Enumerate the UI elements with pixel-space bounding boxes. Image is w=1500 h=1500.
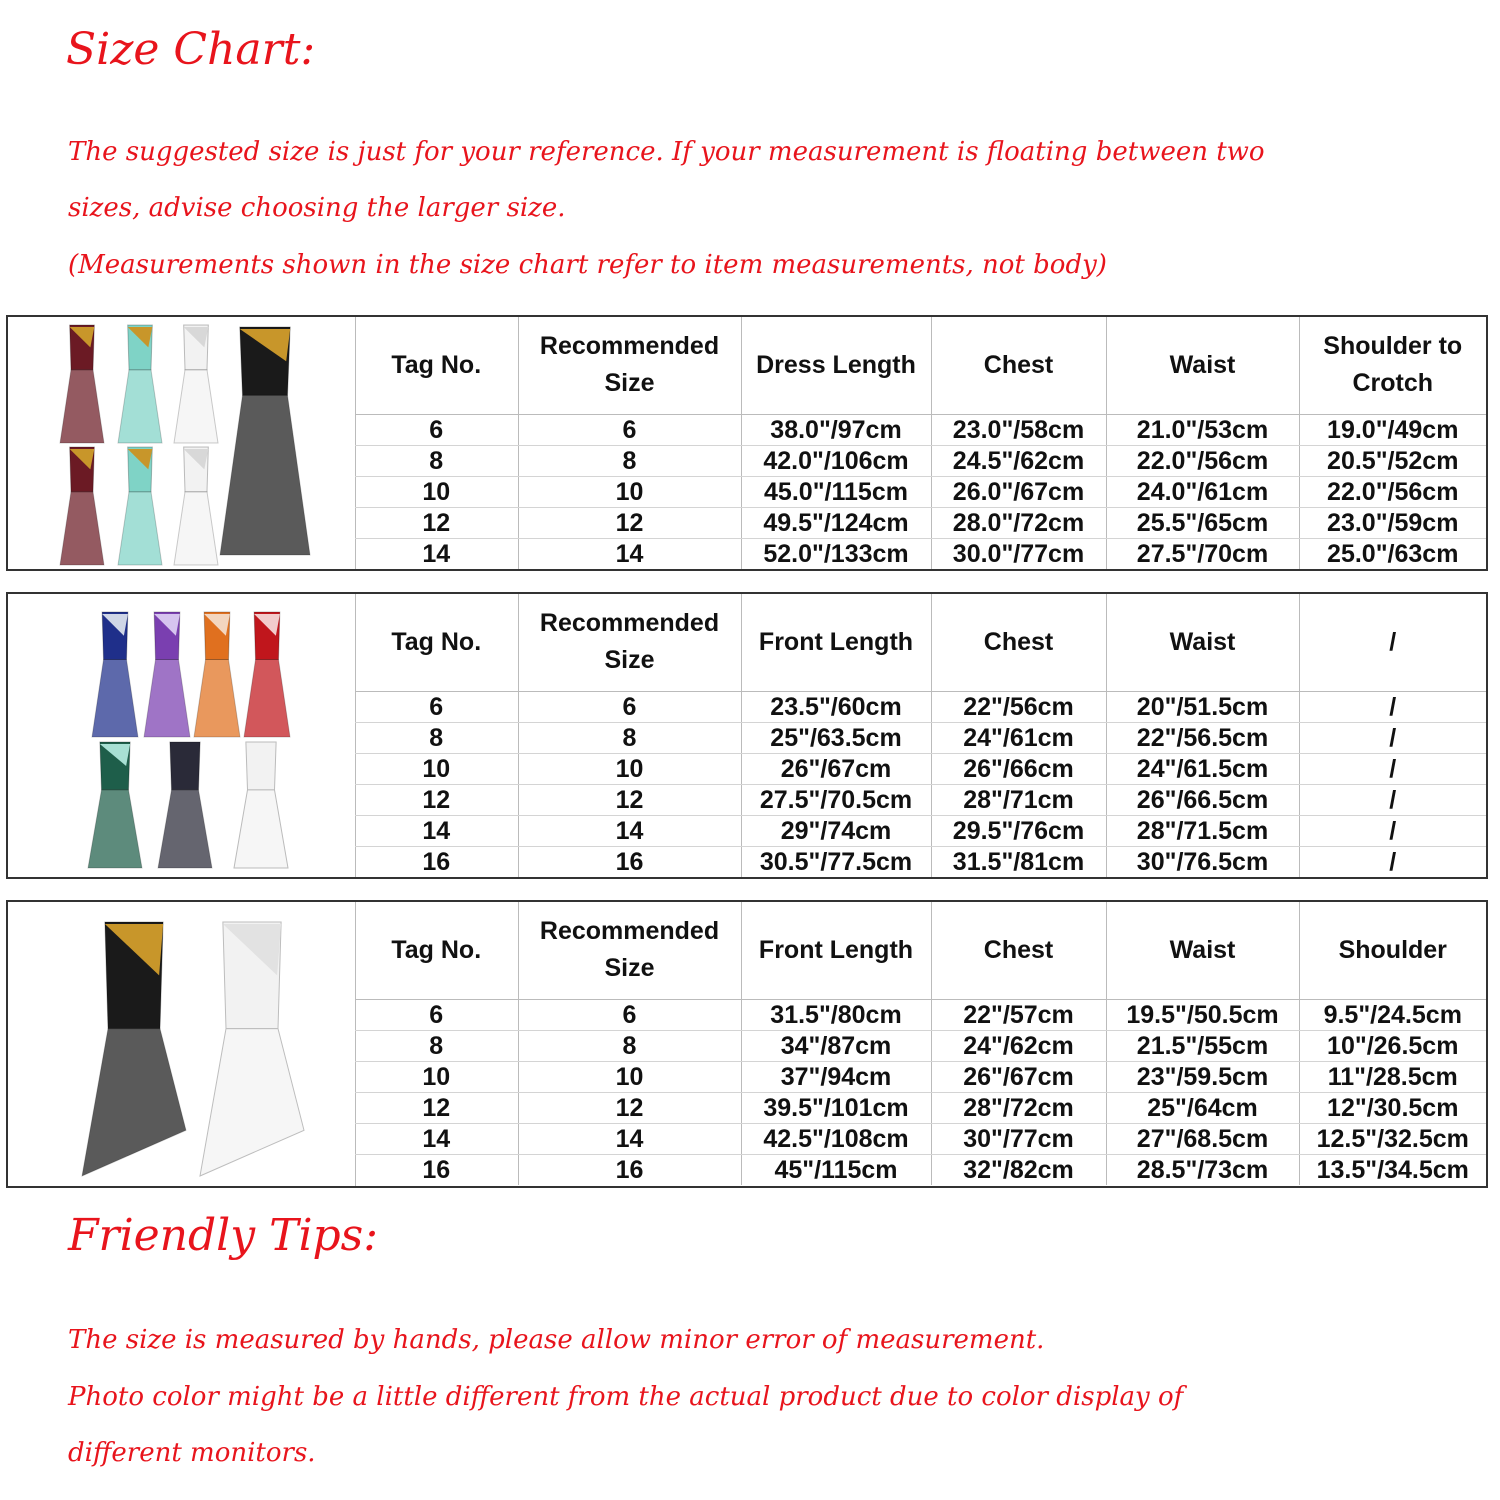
- table-row: [355, 815, 1486, 846]
- header-cell: Recommended Size: [518, 902, 741, 999]
- header-cell: Recommended Size: [518, 317, 741, 414]
- table-cell: 10: [518, 1061, 741, 1092]
- table-row: [355, 722, 1486, 753]
- dress-icon: [244, 612, 290, 737]
- product-photo-3: [8, 902, 356, 1186]
- table-cell: 23.0"/58cm: [931, 414, 1106, 445]
- table-cell: 22.0"/56cm: [1299, 476, 1486, 507]
- table-cell: 19.0"/49cm: [1299, 414, 1486, 445]
- table-cell: 12.5"/32.5cm: [1299, 1123, 1486, 1154]
- size-chart-title: Size Chart:: [66, 24, 316, 75]
- header-row: [355, 317, 1486, 414]
- table-cell: /: [1299, 815, 1486, 846]
- dress-icon: [194, 612, 240, 737]
- table-cell: 24"/61cm: [931, 722, 1106, 753]
- table-cell: 22"/57cm: [931, 999, 1106, 1030]
- header-cell: Chest: [931, 317, 1106, 414]
- table-cell: 42.5"/108cm: [741, 1123, 931, 1154]
- table-row: [355, 507, 1486, 538]
- table-cell: 16: [422, 847, 451, 876]
- table-cell: 25"/63.5cm: [741, 722, 931, 753]
- table-cell: /: [1299, 753, 1486, 784]
- dress-icon: [118, 447, 162, 565]
- size-chart-1: [6, 315, 1488, 571]
- table-cell: 23"/59.5cm: [1106, 1061, 1299, 1092]
- dress-illustration-set-2: [8, 594, 354, 877]
- table-cell: 32"/82cm: [931, 1154, 1106, 1185]
- dress-icon: [174, 447, 218, 565]
- table-cell: 38.0"/97cm: [741, 414, 931, 445]
- dress-illustration-set-1: [8, 317, 354, 569]
- header-cell: Tag No.: [355, 902, 518, 999]
- table-cell: 6: [518, 999, 741, 1030]
- table-cell: 24.5"/62cm: [931, 445, 1106, 476]
- table-cell: 12: [355, 507, 518, 538]
- table-row: [355, 414, 1486, 445]
- table-row: [355, 846, 1486, 877]
- table-cell: 27.5"/70cm: [1106, 538, 1299, 569]
- table-cell: 9.5"/24.5cm: [1299, 999, 1486, 1030]
- size-note-line-2: sizes, advise choosing the larger size.: [68, 193, 566, 223]
- tip-line-1: The size is measured by hands, please allow minor error of measurement.: [68, 1325, 1045, 1355]
- table-row: [355, 784, 1486, 815]
- table-cell: 25.0"/63cm: [1299, 538, 1486, 569]
- table-row: [355, 1061, 1486, 1092]
- table-cell: 14: [355, 815, 518, 846]
- header-row: [355, 902, 1486, 999]
- table-cell: 12"/30.5cm: [1299, 1092, 1486, 1123]
- size-note-line-3: (Measurements shown in the size chart refer to item measurements, not body): [68, 250, 1107, 280]
- dress-icon: [60, 325, 104, 443]
- table-cell: 8: [518, 722, 741, 753]
- table-cell: 52.0"/133cm: [741, 538, 931, 569]
- table-cell: 8: [518, 445, 741, 476]
- table-cell: 45"/115cm: [741, 1154, 931, 1185]
- dress-icon: [220, 327, 310, 555]
- table-cell: 12: [355, 784, 518, 815]
- table-cell: 8: [518, 1030, 741, 1061]
- table-cell: /: [1299, 846, 1486, 877]
- dress-icon: [118, 325, 162, 443]
- table-cell: 12: [518, 784, 741, 815]
- size-table-2: [355, 594, 1486, 877]
- tip-line-2: Photo color might be a little different from the actual product due to color display of: [68, 1382, 1184, 1412]
- table-cell: 6: [355, 999, 518, 1030]
- table-cell: 14: [518, 1123, 741, 1154]
- header-cell: Shoulder: [1299, 902, 1486, 999]
- table-cell: 30.5"/77.5cm: [741, 846, 931, 877]
- table-row: [355, 1123, 1486, 1154]
- header-cell: Front Length: [741, 594, 931, 691]
- table-cell: 12: [355, 1092, 518, 1123]
- table-cell: 28"/71.5cm: [1106, 815, 1299, 846]
- table-cell: 29.5"/76cm: [931, 815, 1106, 846]
- table-cell: 30"/76.5cm: [1106, 846, 1299, 877]
- friendly-tips-title: Friendly Tips:: [68, 1210, 379, 1261]
- table-cell: 6: [518, 691, 741, 722]
- dress-icon: [158, 742, 212, 868]
- table-cell: 6: [355, 691, 518, 722]
- table-cell: 29"/74cm: [741, 815, 931, 846]
- table-cell: 22"/56.5cm: [1106, 722, 1299, 753]
- table-row: [355, 1154, 1486, 1185]
- table-cell: 26"/67cm: [931, 1061, 1106, 1092]
- table-row: [355, 1030, 1486, 1061]
- table-cell: /: [1299, 691, 1486, 722]
- table-cell: 26"/66.5cm: [1106, 784, 1299, 815]
- table-cell: 42.0"/106cm: [741, 445, 931, 476]
- table-cell: 10: [355, 1061, 518, 1092]
- table-cell: 25"/64cm: [1106, 1092, 1299, 1123]
- table-cell: 6: [355, 414, 518, 445]
- table-cell: 26"/66cm: [931, 753, 1106, 784]
- header-row: [355, 594, 1486, 691]
- header-cell: Waist: [1106, 317, 1299, 414]
- table-cell: 27.5"/70.5cm: [741, 784, 931, 815]
- table-cell: 16: [422, 1155, 451, 1184]
- table-cell: 10: [518, 753, 741, 784]
- table-cell: 28.0"/72cm: [931, 507, 1106, 538]
- table-row: [355, 476, 1486, 507]
- table-cell: 45.0"/115cm: [741, 476, 931, 507]
- table-cell: 25.5"/65cm: [1106, 507, 1299, 538]
- table-cell: 28.5"/73cm: [1106, 1154, 1299, 1185]
- header-cell: Waist: [1106, 902, 1299, 999]
- table-cell: 12: [518, 507, 741, 538]
- table-cell: 39.5"/101cm: [741, 1092, 931, 1123]
- table-cell: 14: [355, 1123, 518, 1154]
- table-cell: 28"/72cm: [931, 1092, 1106, 1123]
- table-cell: 22"/56cm: [931, 691, 1106, 722]
- table-cell: 11"/28.5cm: [1299, 1061, 1486, 1092]
- table-cell: 21.0"/53cm: [1106, 414, 1299, 445]
- table-cell: 13.5"/34.5cm: [1299, 1154, 1486, 1185]
- table-cell: 10: [518, 476, 741, 507]
- dress-icon: [174, 325, 218, 443]
- table-cell: 23.0"/59cm: [1299, 507, 1486, 538]
- table-cell: 10"/26.5cm: [1299, 1030, 1486, 1061]
- size-table-1: [355, 317, 1486, 569]
- table-cell: 26"/67cm: [741, 753, 931, 784]
- table-cell: 49.5"/124cm: [741, 507, 931, 538]
- table-cell: 10: [355, 753, 518, 784]
- table-cell: /: [1299, 784, 1486, 815]
- product-photo-2: [8, 594, 356, 877]
- table-cell: 28"/71cm: [931, 784, 1106, 815]
- table-row: [355, 999, 1486, 1030]
- table-cell: 23.5"/60cm: [741, 691, 931, 722]
- table-cell: 34"/87cm: [741, 1030, 931, 1061]
- table-cell: 6: [518, 414, 741, 445]
- dress-icon: [88, 742, 142, 868]
- dress-icon: [144, 612, 190, 737]
- dress-illustration-set-3: [8, 902, 354, 1186]
- table-cell: 21.5"/55cm: [1106, 1030, 1299, 1061]
- table-cell: 16: [518, 846, 741, 877]
- table-cell: 14: [518, 538, 741, 569]
- table-cell: 16: [518, 1154, 741, 1185]
- table-cell: 31.5"/81cm: [931, 846, 1106, 877]
- table-cell: /: [1299, 722, 1486, 753]
- header-cell: Recommended Size: [518, 594, 741, 691]
- dress-icon: [234, 742, 288, 868]
- dress-icon: [92, 612, 138, 737]
- dress-icon: [60, 447, 104, 565]
- table-row: [355, 1092, 1486, 1123]
- table-cell: 22.0"/56cm: [1106, 445, 1299, 476]
- table-cell: 14: [518, 815, 741, 846]
- table-cell: 10: [355, 476, 518, 507]
- table-cell: 19.5"/50.5cm: [1106, 999, 1299, 1030]
- table-cell: 27"/68.5cm: [1106, 1123, 1299, 1154]
- product-photo-1: [8, 317, 356, 569]
- table-row: [355, 538, 1486, 569]
- size-chart-2: [6, 592, 1488, 879]
- table-cell: 24"/61.5cm: [1106, 753, 1299, 784]
- table-cell: 26.0"/67cm: [931, 476, 1106, 507]
- table-row: [355, 445, 1486, 476]
- table-cell: 30"/77cm: [931, 1123, 1106, 1154]
- dress-icon: [82, 922, 186, 1176]
- header-cell: Waist: [1106, 594, 1299, 691]
- size-table-3: [355, 902, 1486, 1185]
- header-cell: Dress Length: [741, 317, 931, 414]
- table-cell: 14: [422, 539, 451, 568]
- header-cell: Shoulder to Crotch: [1299, 317, 1486, 414]
- table-cell: 20.5"/52cm: [1299, 445, 1486, 476]
- header-cell: Front Length: [741, 902, 931, 999]
- table-cell: 8: [355, 1030, 518, 1061]
- header-cell: Chest: [931, 594, 1106, 691]
- header-cell: Chest: [931, 902, 1106, 999]
- table-cell: 31.5"/80cm: [741, 999, 931, 1030]
- table-cell: 8: [355, 722, 518, 753]
- table-cell: 20"/51.5cm: [1106, 691, 1299, 722]
- table-row: [355, 691, 1486, 722]
- table-cell: 24.0"/61cm: [1106, 476, 1299, 507]
- dress-icon: [200, 922, 304, 1176]
- header-cell: Tag No.: [355, 594, 518, 691]
- table-cell: 8: [355, 445, 518, 476]
- tip-line-3: different monitors.: [68, 1438, 316, 1468]
- header-cell: Tag No.: [355, 317, 518, 414]
- size-chart-3: [6, 900, 1488, 1188]
- table-cell: 24"/62cm: [931, 1030, 1106, 1061]
- table-cell: 12: [518, 1092, 741, 1123]
- table-cell: 37"/94cm: [741, 1061, 931, 1092]
- table-row: [355, 753, 1486, 784]
- header-cell: /: [1299, 594, 1486, 691]
- size-note-line-1: The suggested size is just for your reference. If your measurement is floating between two: [68, 137, 1265, 167]
- table-cell: 30.0"/77cm: [931, 538, 1106, 569]
